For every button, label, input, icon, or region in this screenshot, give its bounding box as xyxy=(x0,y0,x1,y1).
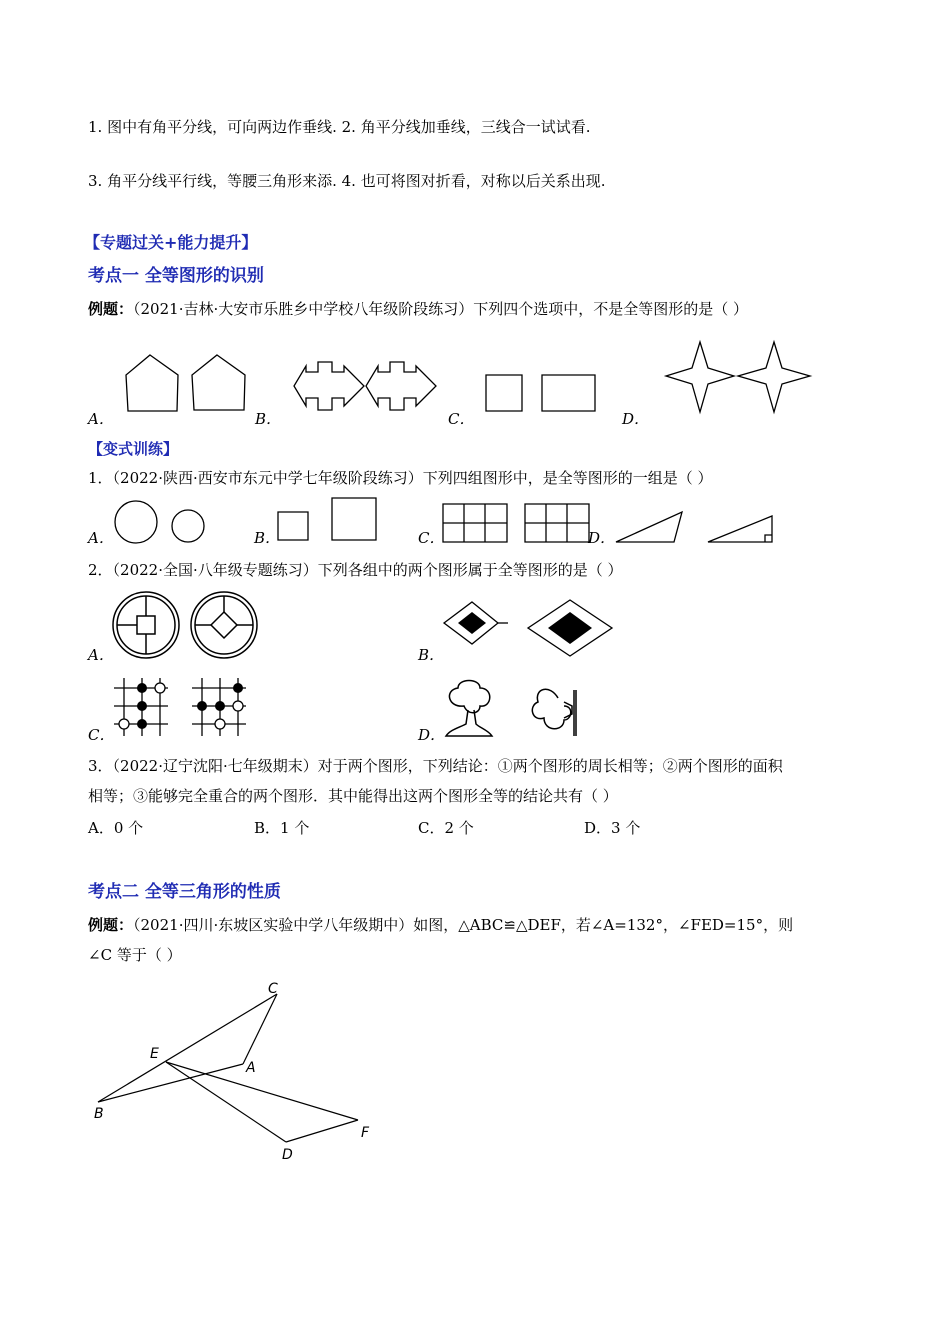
example-option-d: D． xyxy=(622,410,650,428)
q1-option-c-figure xyxy=(441,502,591,544)
q2-option-b-figure xyxy=(440,598,616,660)
q1-text: 1．（2022·陕西·西安市东元中学七年级阶段练习）下列四组图形中，是全等图形的一组是（ ） xyxy=(88,469,713,487)
tip-line-2: 3. 角平分线平行线，等腰三角形来添. 4. 也可将图对折看，对称以后关系出现. xyxy=(88,172,606,190)
q2-option-b: B． xyxy=(418,646,445,664)
q3-option-d: D．3 个 xyxy=(584,819,641,837)
triangle-figure xyxy=(88,975,388,1165)
tip-line-1: 1. 图中有角平分线，可向两边作垂线. 2. 角平分线加垂线，三线合一试试看. xyxy=(88,118,591,136)
example-option-b: B． xyxy=(255,410,282,428)
example-option-c: C． xyxy=(448,410,475,428)
example-option-a: A． xyxy=(88,410,114,428)
segment-ef xyxy=(166,1062,358,1120)
q3-option-b: B．1 个 xyxy=(254,819,310,837)
q1-option-b: B． xyxy=(254,529,281,547)
q1-option-d: D． xyxy=(588,529,616,547)
example-text: （2021·吉林·大安市乐胜乡中学校八年级阶段练习）下列四个选项中，不是全等图形的是（ ） xyxy=(133,300,748,318)
topic-2-example-line-2: ∠C 等于（ ） xyxy=(88,946,182,964)
q2-option-d: D． xyxy=(418,726,446,744)
label-a: A xyxy=(246,1060,256,1076)
q3-option-a: A．0 个 xyxy=(88,819,144,837)
segment-de xyxy=(166,1062,286,1142)
q1-option-d-figure xyxy=(612,508,778,546)
label-e: E xyxy=(150,1046,159,1062)
example-option-d-figure xyxy=(662,340,814,414)
topic-1-title: 考点一 全等图形的识别 xyxy=(88,266,264,286)
label-d: D xyxy=(282,1147,293,1163)
q1-option-b-figure xyxy=(276,496,380,544)
topic-2-example xyxy=(88,916,793,934)
q3-text-line-2: 相等；③能够完全重合的两个图形．其中能得出这两个图形全等的结论共有（ ） xyxy=(88,787,618,805)
q3-text-line-1: 3．（2022·辽宁沈阳·七年级期末）对于两个图形，下列结论：①两个图形的周长相等；②两个图形的面积 xyxy=(88,757,783,775)
variant-header: 【变式训练】 xyxy=(88,440,179,458)
q2-option-c-figure xyxy=(112,676,264,740)
label-b: B xyxy=(94,1106,104,1122)
example-text: （2021·四川·东坡区实验中学八年级期中）如图，△ABC≌△DEF，若∠A=132°，∠FED=15°，则 xyxy=(133,916,794,934)
q2-option-d-figure xyxy=(440,676,596,740)
q2-option-c: C． xyxy=(88,726,115,744)
example-option-c-figure xyxy=(484,372,598,414)
topic-1-example xyxy=(88,300,748,318)
section-header: 【专题过关+能力提升】 xyxy=(84,233,258,252)
q1-option-c: C． xyxy=(418,529,445,547)
example-label: 例题： xyxy=(88,300,134,318)
example-option-a-figure xyxy=(122,352,252,414)
q1-option-a: A． xyxy=(88,529,114,547)
label-c: C xyxy=(268,981,278,997)
example-option-b-figure xyxy=(292,360,436,412)
example-label: 例题： xyxy=(88,916,134,934)
q2-text: 2．（2022·全国·八年级专题练习）下列各组中的两个图形属于全等图形的是（ ） xyxy=(88,561,623,579)
segment-fd xyxy=(286,1120,358,1142)
q3-option-c: C．2 个 xyxy=(418,819,474,837)
q1-option-a-figure xyxy=(112,500,208,546)
q2-option-a: A． xyxy=(88,646,114,664)
topic-2-title: 考点二 全等三角形的性质 xyxy=(88,882,281,902)
segment-ab xyxy=(98,1064,243,1102)
q2-option-a-figure xyxy=(111,590,261,660)
label-f: F xyxy=(361,1125,370,1141)
